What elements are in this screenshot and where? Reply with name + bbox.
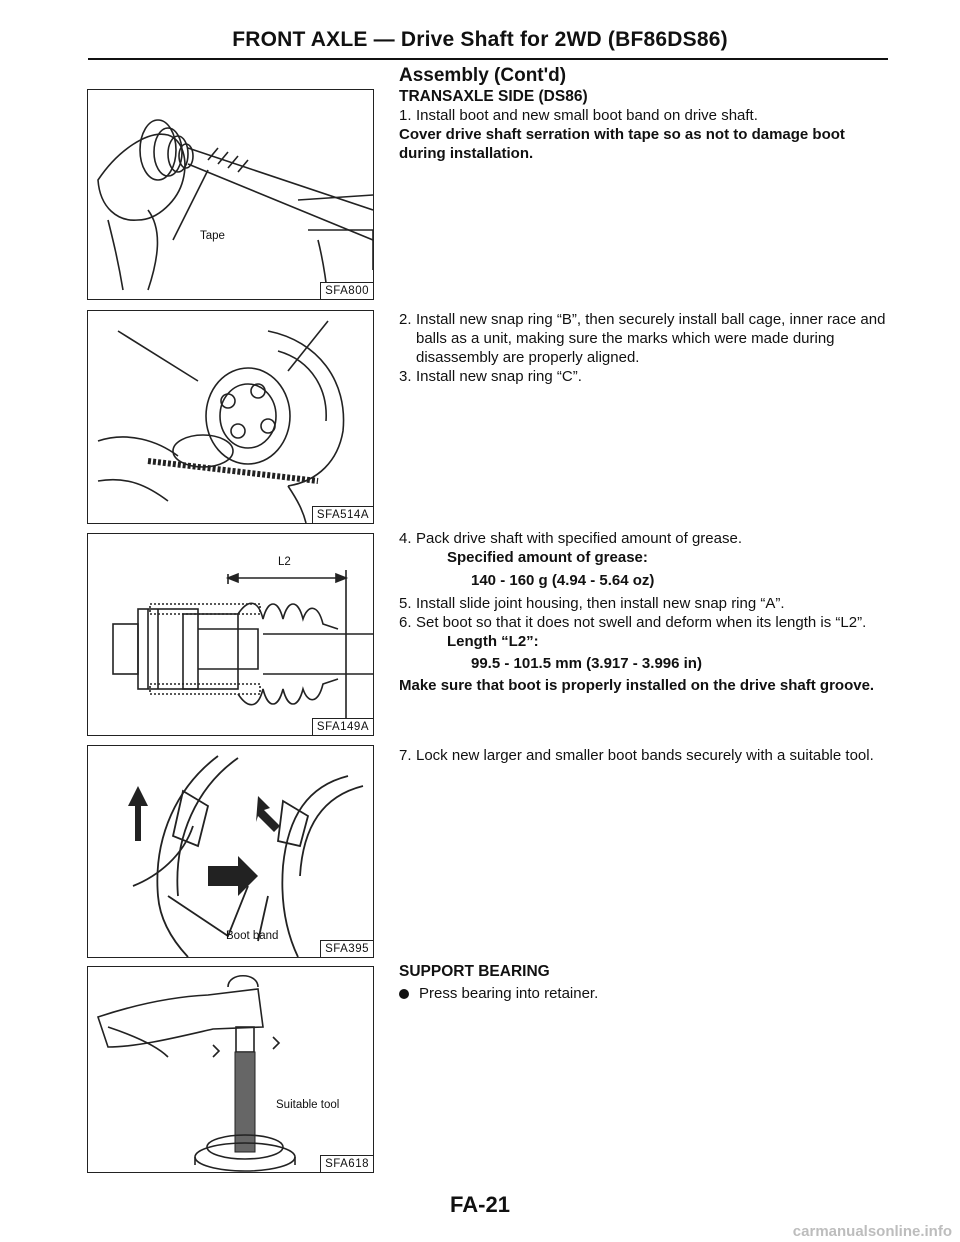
bullet-icon <box>399 989 409 999</box>
figure-code: SFA395 <box>320 940 373 957</box>
page-header: FRONT AXLE — Drive Shaft for 2WD (BF86DS86) <box>232 28 728 51</box>
grease-spec-label: Specified amount of grease: <box>447 549 648 566</box>
step-number: 1. <box>399 107 412 124</box>
figure-boot-install <box>87 89 374 300</box>
step-text: Install new snap ring “B”, then securely install ball cage, inner race and balls as a unit, making sure the marks which were made during disassembly are properly aligned. <box>416 311 886 366</box>
boot-length-diagram <box>88 534 373 735</box>
boot-band-label: Boot band <box>226 930 279 942</box>
step-3 <box>399 367 889 386</box>
step-4 <box>399 529 889 548</box>
step-text: Set boot so that it does not swell and deform when its length is “L2”. <box>416 614 867 631</box>
step-number: 5. <box>399 595 412 612</box>
figure-code: SFA149A <box>312 718 373 735</box>
step-7 <box>399 746 889 765</box>
step-number: 2. <box>399 311 412 328</box>
section-heading: Assembly (Cont'd) <box>399 65 567 86</box>
step-number: 3. <box>399 368 412 385</box>
step-5 <box>399 594 889 613</box>
grease-spec-value: 140 - 160 g (4.94 - 5.64 oz) <box>471 572 655 589</box>
support-bearing-illustration <box>88 967 373 1172</box>
figure-boot-length <box>87 533 374 736</box>
figure-boot-band <box>87 745 374 958</box>
section-boot-bands <box>399 746 889 765</box>
length-spec-value: 99.5 - 101.5 mm (3.917 - 3.996 in) <box>471 655 702 672</box>
length-l2-label: L2 <box>278 556 291 568</box>
step-number: 7. <box>399 747 412 764</box>
step-number: 6. <box>399 614 412 631</box>
section-snap-ring <box>399 310 889 386</box>
boot-install-illustration <box>88 90 373 299</box>
figure-code: SFA618 <box>320 1155 373 1172</box>
watermark: carmanualsonline.info <box>792 1223 952 1240</box>
bullet-item <box>399 984 889 1003</box>
bullet-text: Press bearing into retainer. <box>419 985 599 1002</box>
section-support-bearing <box>399 962 889 1003</box>
page-number: FA-21 <box>450 1192 510 1217</box>
caution-note: Cover drive shaft serration with tape so as not to damage boot during installation. <box>399 126 845 162</box>
section-grease <box>399 529 889 695</box>
figure-code: SFA514A <box>312 506 373 523</box>
boot-band-illustration <box>88 746 373 957</box>
figure-support-bearing <box>87 966 374 1173</box>
figure-code: SFA800 <box>320 282 373 299</box>
suitable-tool-label: Suitable tool <box>276 1099 340 1111</box>
header-rule <box>88 58 888 60</box>
boot-groove-note: Make sure that boot is properly installed on the drive shaft groove. <box>399 677 875 694</box>
length-spec-label: Length “L2”: <box>447 633 539 650</box>
step-6 <box>399 613 889 632</box>
section-assembly <box>399 66 889 163</box>
ball-cage-illustration <box>88 311 373 523</box>
step-text: Install boot and new small boot band on drive shaft. <box>416 107 758 124</box>
transaxle-subheading: TRANSAXLE SIDE (DS86) <box>399 88 588 105</box>
step-2 <box>399 310 889 367</box>
step-text: Lock new larger and smaller boot bands securely with a suitable tool. <box>416 747 874 764</box>
figure-ball-cage <box>87 310 374 524</box>
step-number: 4. <box>399 530 412 547</box>
step-text: Install slide joint housing, then install new snap ring “A”. <box>416 595 785 612</box>
step-text: Install new snap ring “C”. <box>416 368 582 385</box>
support-bearing-heading: SUPPORT BEARING <box>399 963 550 980</box>
tape-label: Tape <box>200 230 225 242</box>
step-text: Pack drive shaft with specified amount of grease. <box>416 530 743 547</box>
step-1 <box>399 106 889 125</box>
